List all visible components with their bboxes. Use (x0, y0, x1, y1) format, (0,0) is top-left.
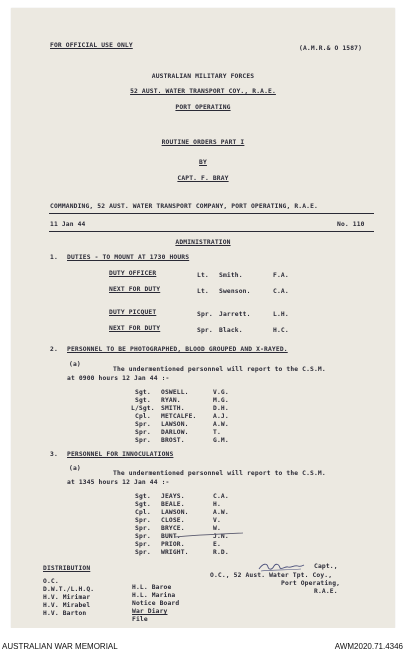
title-line-4: ROUTINE ORDERS PART I (161, 139, 245, 146)
distribution-right-item: Notice Board (132, 600, 180, 607)
item-2-number: 2. (50, 346, 58, 353)
duty-initials: F.A. (273, 272, 289, 279)
duty-role: DUTY PICQUET (109, 309, 157, 316)
duty-initials: H.C. (273, 327, 289, 334)
person-rank: Spr. (135, 421, 151, 428)
person-rank: L/Sgt. (131, 405, 155, 412)
person-initials: J.N. (213, 533, 229, 540)
duty-role: NEXT FOR DUTY (109, 286, 161, 293)
person-name: SMITH. (161, 405, 185, 412)
archive-footer (0, 628, 406, 653)
person-rank: Spr. (135, 549, 151, 556)
person-name: PRIOR. (161, 541, 185, 548)
item-3-subpara: (a) (69, 465, 81, 472)
person-initials: A.J. (213, 413, 229, 420)
title-line-1: AUSTRALIAN MILITARY FORCES (151, 73, 255, 80)
person-rank: Sgt. (135, 397, 151, 404)
duty-initials: C.A. (273, 288, 289, 295)
person-name: DARLOW. (161, 429, 189, 436)
person-rank: Spr. (135, 541, 151, 548)
person-initials: A.W. (213, 509, 229, 516)
signature-line-2: Port Operating, (281, 580, 341, 587)
item-1-title: DUTIES - TO MOUNT AT 1730 HOURS (67, 254, 190, 261)
person-initials: M.G. (213, 397, 229, 404)
person-rank: Sgt. (135, 389, 151, 396)
item-3-text-1: The undermentioned personnel will report to the C.S.M. (113, 470, 326, 477)
item-3-title: PERSONNEL FOR INNOCULATIONS (67, 451, 174, 458)
item-3-text-2: at 1345 hours 12 Jan 44 :- (67, 479, 170, 486)
document-page (11, 8, 395, 628)
rule-1 (49, 213, 374, 214)
distribution-left-item: O.C. (43, 578, 59, 585)
distribution-heading: DISTRIBUTION (43, 565, 91, 572)
distribution-left-item: H.V. Barton (43, 610, 87, 617)
distribution-right-item: H.L. Baroe (132, 584, 172, 591)
duty-name: Jarrett. (219, 311, 251, 318)
item-2-title: PERSONNEL TO BE PHOTOGRAPHED, BLOOD GROUPED AND X-RAYED. (67, 346, 288, 353)
signature-line-3: R.A.E. (314, 588, 338, 595)
item-2-text-2: at 0900 hours 12 Jan 44 :- (67, 375, 170, 382)
person-initials: A.W. (213, 421, 229, 428)
distribution-left-item: D.W.T./L.H.Q. (43, 586, 95, 593)
person-name: WRIGHT. (161, 549, 189, 556)
person-name: BRYCE. (161, 525, 185, 532)
person-name: BROST. (161, 437, 185, 444)
person-name: LAWSON. (161, 421, 189, 428)
person-name: BUNT. (161, 533, 181, 540)
person-rank: Spr. (135, 525, 151, 532)
person-name: METCALFE. (161, 413, 197, 420)
administration-heading: ADMINISTRATION (175, 239, 231, 246)
person-rank: Spr. (135, 429, 151, 436)
order-date: 11 Jan 44 (50, 221, 86, 228)
person-initials: T. (213, 429, 221, 436)
person-rank: Cpl. (135, 509, 151, 516)
title-line-6: CAPT. F. BRAY (177, 175, 229, 182)
duty-name: Black. (219, 327, 243, 334)
person-name: BEALE. (161, 501, 185, 508)
person-rank: Spr. (135, 517, 151, 524)
order-number: No. 110 (337, 221, 365, 228)
person-initials: G.M. (213, 437, 229, 444)
person-initials: C.A. (213, 493, 229, 500)
person-name: CLOSE. (161, 517, 185, 524)
item-2-text-1: The undermentioned personnel will report to the C.S.M. (113, 366, 326, 373)
person-rank: Cpl. (135, 413, 151, 420)
title-line-2: 52 AUST. WATER TRANSPORT COY., R.A.E. (130, 88, 276, 95)
accession-id: AWM2020.71.4346 (334, 642, 403, 651)
duty-initials: L.H. (273, 311, 289, 318)
person-name: OSWELL. (161, 389, 189, 396)
signature-line-1: O.C., 52 Aust. Water Tpt. Coy., (210, 572, 333, 579)
reference-number: (A.M.R.& O 1587) (299, 45, 363, 52)
duty-role: NEXT FOR DUTY (109, 325, 161, 332)
source-label: AUSTRALIAN WAR MEMORIAL (2, 642, 118, 651)
person-name: JEAYS. (161, 493, 185, 500)
title-line-5: BY (199, 159, 207, 166)
distribution-right-item: File (132, 616, 148, 623)
duty-rank: Spr. (197, 327, 213, 334)
commanding-line: COMMANDING, 52 AUST. WATER TRANSPORT COMPANY, PORT OPERATING, R.A.E. (50, 203, 318, 210)
duty-rank: Lt. (197, 272, 209, 279)
person-initials: E. (213, 541, 221, 548)
classification-label: FOR OFFICIAL USE ONLY (50, 42, 133, 49)
distribution-right-item: H.L. Marina (132, 592, 176, 599)
person-rank: Sgt. (135, 501, 151, 508)
person-name: RYAN. (161, 397, 181, 404)
person-initials: R.D. (213, 549, 229, 556)
title-line-3: PORT OPERATING (175, 104, 231, 111)
duty-rank: Lt. (197, 288, 209, 295)
person-initials: D.H. (213, 405, 229, 412)
person-initials: W. (213, 525, 221, 532)
person-name: LAWSON. (161, 509, 189, 516)
person-initials: H. (213, 501, 221, 508)
rule-2 (49, 231, 374, 232)
distribution-left-item: H.V. Mirimar (43, 594, 91, 601)
person-rank: Spr. (135, 533, 151, 540)
signature-rank: Capt., (314, 563, 338, 570)
duty-name: Smith. (219, 272, 243, 279)
duty-role: DUTY OFFICER (109, 270, 157, 277)
person-rank: Spr. (135, 437, 151, 444)
distribution-left-item: H.V. Mirabel (43, 602, 91, 609)
item-2-subpara: (a) (69, 361, 81, 368)
item-1-number: 1. (50, 254, 58, 261)
person-rank: Sgt. (135, 493, 151, 500)
distribution-right-item: War Diary (132, 608, 168, 615)
duty-rank: Spr. (197, 311, 213, 318)
person-initials: V. (213, 517, 221, 524)
duty-name: Swenson. (219, 288, 251, 295)
pen-strike-mark (175, 532, 245, 540)
item-3-number: 3. (50, 451, 58, 458)
person-initials: V.G. (213, 389, 229, 396)
